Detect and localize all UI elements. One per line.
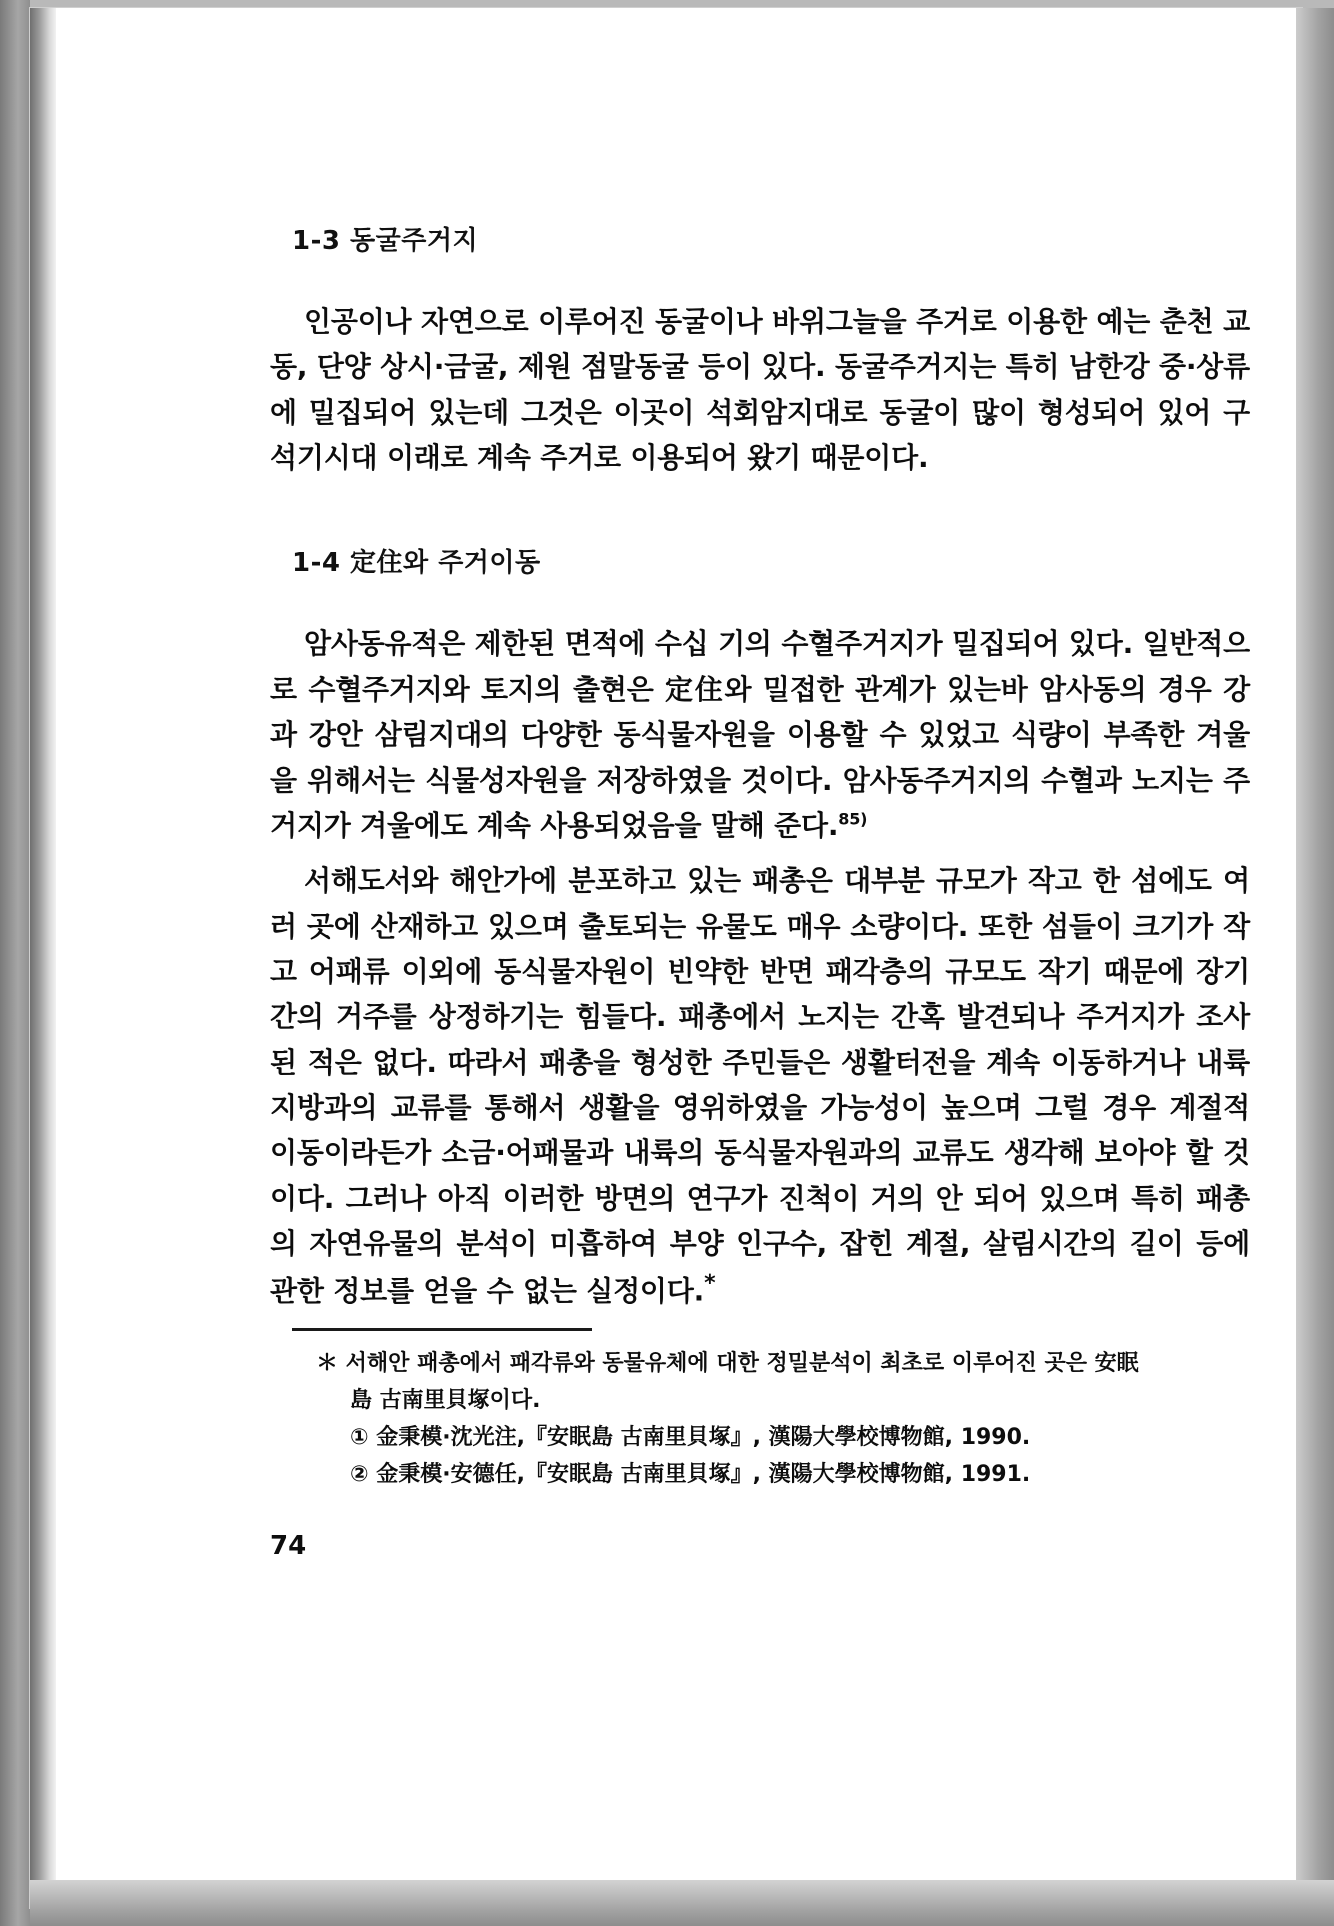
footnote-star-line-1: ＊ 서해안 패총에서 패각류와 동물유체에 대한 정밀분석이 최초로 이루어진 곳은 安眠 [316,1351,1139,1377]
book-binding-gutter [30,8,56,1908]
paragraph-amsadong-text: 암사동유적은 제한된 면적에 수십 기의 수혈주거지가 밀집되어 있다. 일반적으로 수혈주거지와 토지의 출현은 定住와 밀접한 관계가 있는바 암사동의 경우 강과 강안 삼림지대의 다양한 동식물자원을 이용할 수 있었고 식량이 부족한 겨울을 위해서는 식물성자원을 저장하였을 것이다. 암사동주거지의 수혈과 노지는 주거지가 겨울에도 계속 사용되었음을 말해 준다. [270,627,1250,842]
footnote-block [316,1347,1246,1491]
footnote-marker-asterisk: * [704,1271,716,1297]
page-bottom-edge-shadow [30,1880,1334,1926]
page-left-edge-shadow [0,0,30,1926]
page-right-edge-shadow [1296,8,1334,1908]
footnote-divider-rule [292,1328,592,1331]
footnote-reference-2: ② 金秉模·安德任,『安眠島 古南里貝塚』, 漢陽大學校博物館, 1991. [350,1462,1031,1488]
footnote-marker-85: 85) [838,809,868,829]
paragraph-shell-middens-text: 서해도서와 해안가에 분포하고 있는 패총은 대부분 규모가 작고 한 섬에도 여러 곳에 산재하고 있으며 출토되는 유물도 매우 소량이다. 또한 섬들이 크기가 작고 어패류 이외에 동식물자원이 빈약한 반면 패각층의 규모도 작기 때문에 장기간의 거주를 상정하기는 힘들다. 패총에서 노지는 간혹 발견되나 주거지가 조사된 적은 없다. 따라서 패총을 형성한 주민들은 생활터전을 계속 이동하거나 내륙지방과의 교류를 통해서 생활을 영위하였을 가능성이 높으며 그럴 경우 계절적 이동이라든가 소금·어패물과 내륙의 동식물자원과의 교류도 생각해 보아야 할 것이다. 그러나 아직 이러한 방면의 연구가 진척이 거의 안 되어 있으며 특히 패총의 자연유물의 분석이 미흡하여 부양 인구수, 잡힌 계절, 살림시간의 길이 등에 관한 정보를 얻을 수 없는 실정이다. [270,864,1250,1308]
footnote-reference-1: ① 金秉模·沈光注,『安眠島 古南里貝塚』, 漢陽大學校博物館, 1990. [350,1425,1031,1451]
paragraph-cave-dwellings: 인공이나 자연으로 이루어진 동굴이나 바위그늘을 주거로 이용한 예는 춘천 교동, 단양 상시·금굴, 제원 점말동굴 등이 있다. 동굴주거지는 특히 남한강 중·상류에 밀집되어 있는데 그것은 이곳이 석회암지대로 동굴이 많이 형성되어 있어 구석기시대 이래로 계속 주거로 이용되어 왔기 때문이다. [270,305,1250,475]
paragraph-shell-middens [270,858,1250,1314]
page-content [270,220,1250,1561]
footnote-star-line-2: 島 古南里貝塚이다. [350,1388,541,1414]
paragraph-amsadong [270,621,1250,848]
section-heading-1-4: 1-4 定住와 주거이동 [292,548,541,579]
page-number: 74 [270,1531,307,1562]
section-heading-1-3: 1-3 동굴주거지 [292,226,479,256]
